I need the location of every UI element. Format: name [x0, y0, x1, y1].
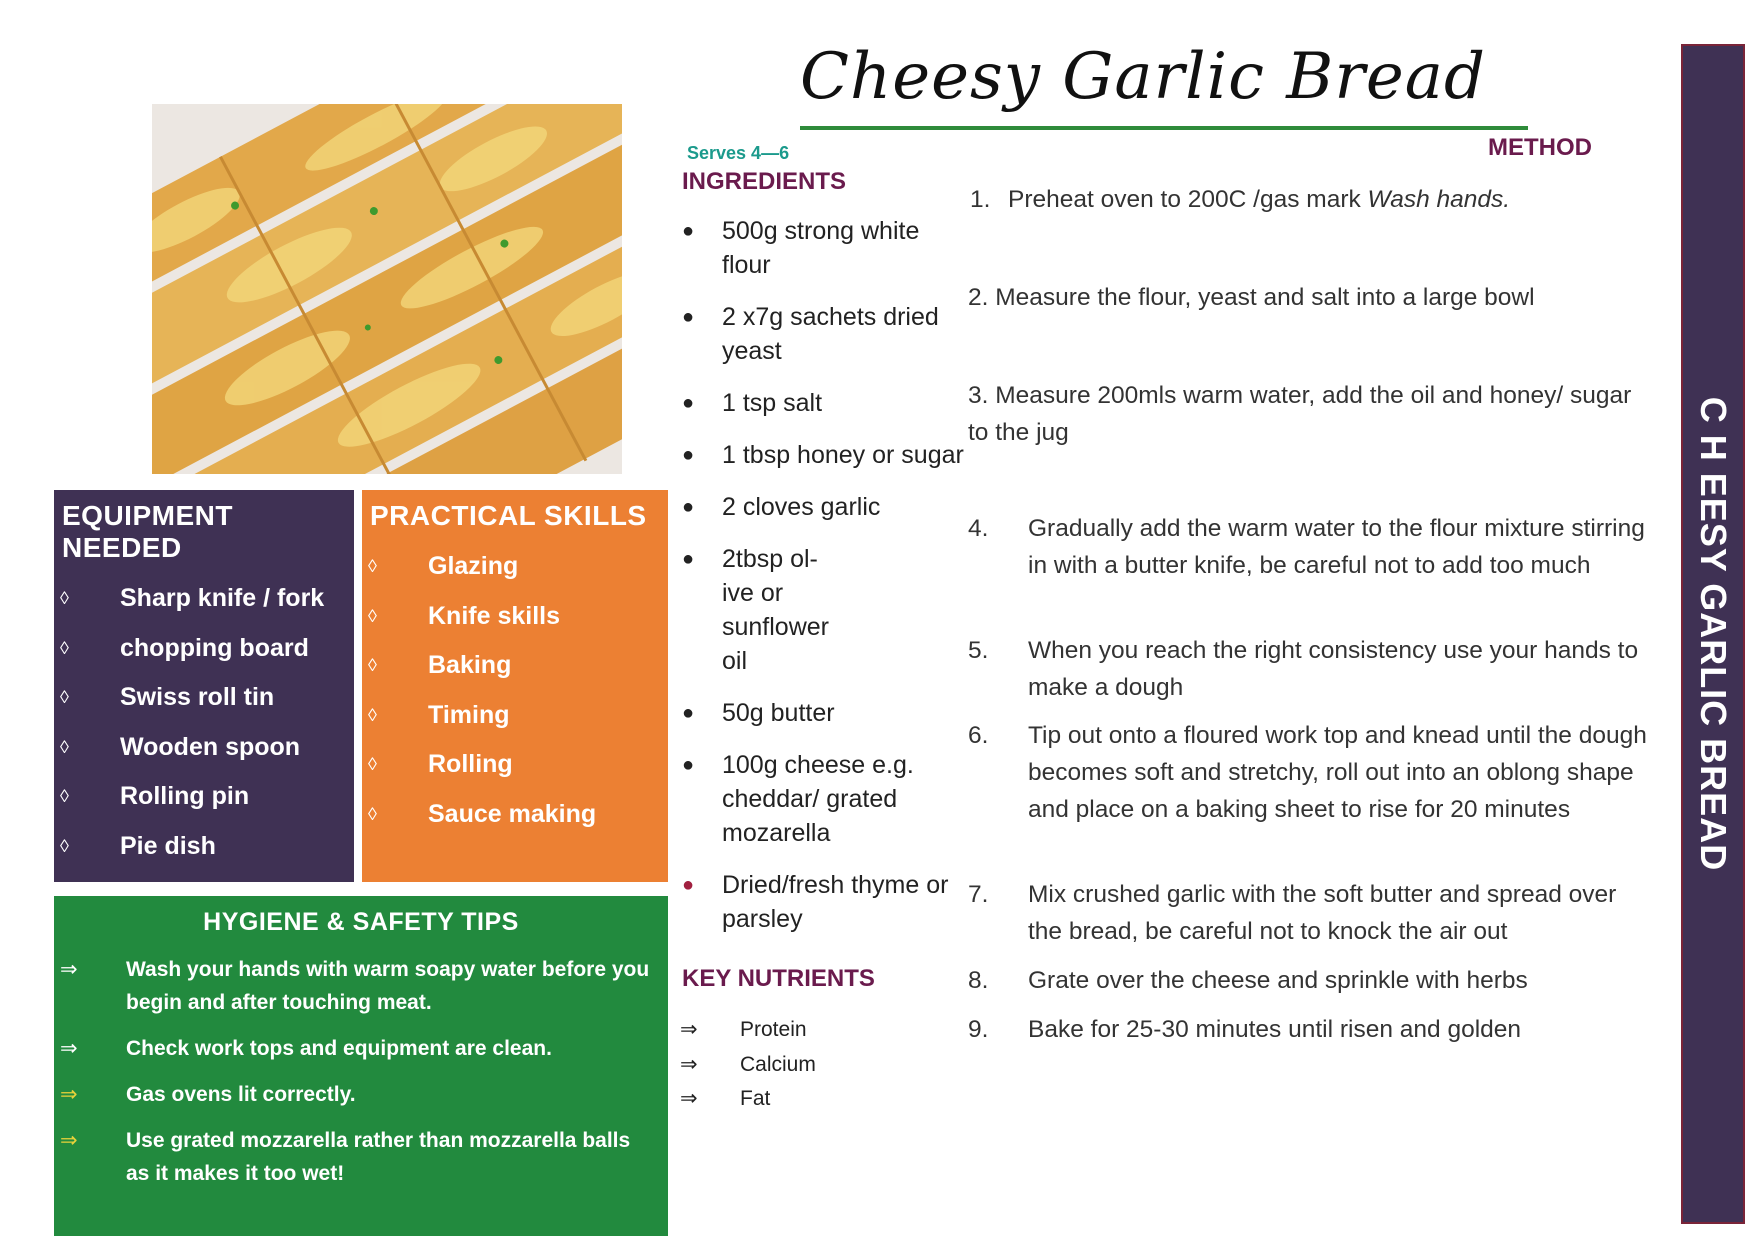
ingredients-heading: INGREDIENTS: [682, 168, 847, 195]
hygiene-panel: [54, 896, 668, 1236]
bullet-dot-icon: ●: [682, 702, 695, 724]
list-item: ⇒ Use grated mozzarella rather than mozzarella balls as it makes it too wet!: [54, 1124, 668, 1190]
diamond-icon: ◊: [60, 588, 69, 609]
list-item: ◊ Pie dish: [54, 822, 354, 872]
method-step: 5. When you reach the right consistency use your hands to make a dough: [968, 637, 1639, 701]
double-arrow-icon: ⇒: [60, 958, 78, 981]
diamond-icon: ◊: [60, 786, 69, 807]
list-item: ● Dried/fresh thyme or parsley: [680, 868, 970, 936]
ingredients-list: [680, 214, 970, 954]
bullet-dot-icon: ●: [682, 874, 695, 896]
diamond-icon: ◊: [60, 637, 69, 658]
list-item: ◊ Baking: [362, 641, 668, 691]
list-item: ◊ Sharp knife / fork: [54, 574, 354, 624]
diamond-icon: ◊: [60, 736, 69, 757]
diamond-icon: ◊: [60, 835, 69, 856]
method-step: 7. Mix crushed garlic with the soft butter and spread over the bread, be careful not to knock the air out: [968, 881, 1617, 945]
skills-heading: PRACTICAL SKILLS: [370, 500, 647, 531]
diamond-icon: ◊: [368, 754, 377, 775]
method-step: 3. Measure 200mls warm water, add the oil and honey/ sugar to the jug: [968, 382, 1632, 446]
list-item: ◊ Knife skills: [362, 592, 668, 642]
key-nutrients-heading: KEY NUTRIENTS: [682, 965, 875, 992]
diamond-icon: ◊: [368, 803, 377, 824]
list-item: ◊ Swiss roll tin: [54, 673, 354, 723]
double-arrow-icon: ⇒: [680, 1052, 698, 1076]
double-arrow-icon: ⇒: [60, 1129, 78, 1152]
list-item: ● 1 tsp salt: [680, 386, 970, 420]
equipment-panel: [54, 490, 354, 882]
bullet-dot-icon: ●: [682, 548, 695, 570]
double-arrow-icon: ⇒: [60, 1083, 78, 1106]
list-item: ◊ chopping board: [54, 624, 354, 674]
hygiene-heading: HYGIENE & SAFETY TIPS: [203, 908, 519, 936]
list-item: ◊ Glazing: [362, 542, 668, 592]
list-item: ⇒ Fat: [680, 1082, 816, 1117]
list-item: ● 2 x7g sachets dried yeast: [680, 300, 970, 368]
list-item: ⇒ Wash your hands with warm soapy water before you begin and after touching meat.: [54, 953, 668, 1019]
list-item: ● 2 cloves garlic: [680, 490, 970, 524]
list-item: ● 500g strong white flour: [680, 214, 970, 282]
bullet-dot-icon: ●: [682, 306, 695, 328]
bullet-dot-icon: ●: [682, 754, 695, 776]
list-item: ● 1 tbsp honey or sugar: [680, 438, 970, 472]
list-item: ◊ Wooden spoon: [54, 723, 354, 773]
list-item: ⇒ Calcium: [680, 1048, 816, 1083]
key-nutrients-list: [680, 1013, 816, 1117]
bullet-dot-icon: ●: [682, 392, 695, 414]
method-step: 4. Gradually add the warm water to the flour mixture stirring in with a butter knife, be careful not to add too much: [968, 515, 1645, 579]
list-item: ◊ Rolling: [362, 740, 668, 790]
equipment-heading: EQUIPMENT NEEDED: [62, 500, 233, 563]
method-step: 8. Grate over the cheese and sprinkle with herbs: [968, 967, 1528, 994]
double-arrow-icon: ⇒: [60, 1037, 78, 1060]
method-heading: METHOD: [1488, 134, 1592, 161]
list-item: ◊ Timing: [362, 691, 668, 741]
bullet-dot-icon: ●: [682, 496, 695, 518]
method-step: 1. Preheat oven to 200C /gas mark Wash hands.: [970, 186, 1511, 213]
side-banner: [1681, 44, 1745, 1224]
list-item: ◊ Rolling pin: [54, 772, 354, 822]
list-item: ◊ Sauce making: [362, 790, 668, 840]
title-underline: [800, 126, 1528, 130]
double-arrow-icon: ⇒: [680, 1018, 698, 1041]
diamond-icon: ◊: [368, 605, 377, 626]
diamond-icon: ◊: [368, 704, 377, 725]
recipe-title: Cheesy Garlic Bread: [800, 40, 1486, 114]
list-item: ⇒ Check work tops and equipment are clean.: [54, 1032, 668, 1065]
double-arrow-icon: ⇒: [680, 1087, 698, 1110]
list-item: ● 50g butter: [680, 696, 970, 730]
list-item: ● 100g cheese e.g. cheddar/ grated mozarella: [680, 748, 970, 850]
list-item: ⇒ Gas ovens lit correctly.: [54, 1078, 668, 1111]
diamond-icon: ◊: [368, 655, 377, 676]
method-step: 6. Tip out onto a floured work top and knead until the dough becomes soft and stretchy, roll out into an oblong shape and place on a baking sheet to rise for 20 minutes: [968, 722, 1647, 823]
skills-panel: [362, 490, 668, 882]
serves-label: Serves 4—6: [687, 143, 790, 163]
list-item: ⇒ Protein: [680, 1013, 816, 1048]
diamond-icon: ◊: [60, 687, 69, 708]
bullet-dot-icon: ●: [682, 220, 695, 242]
method-step: 2. Measure the flour, yeast and salt into a large bowl: [968, 284, 1535, 311]
bullet-dot-icon: ●: [682, 444, 695, 466]
method-step: 9. Bake for 25-30 minutes until risen and golden: [968, 1016, 1522, 1043]
diamond-icon: ◊: [368, 556, 377, 577]
garlic-bread-photo: [152, 104, 622, 474]
list-item: ● 2tbsp ol-ive or sunflower oil: [680, 542, 970, 678]
banner-title: C H EESY GARLIC BREAD: [1693, 396, 1734, 872]
